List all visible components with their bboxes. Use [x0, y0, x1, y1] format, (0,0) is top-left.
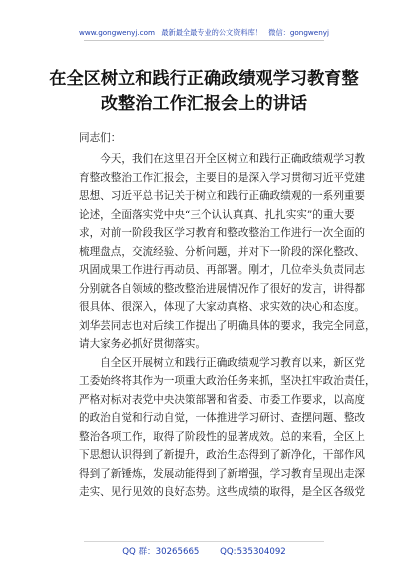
site-url[interactable]: www.gongwenyj.com: [78, 28, 156, 37]
body-line: 严格对标对表党中央决策部署和省委、市委工作要求，以高度: [79, 393, 366, 406]
body-line: 思想、习近平总书记关于树立和践行正确政绩观的一系列重要: [79, 190, 366, 202]
body-line: 分别就各自领域的整改整治进展情况作了很好的发言，讲得都: [79, 282, 366, 295]
body-line: 请大家务必抓好贯彻落实。: [79, 338, 207, 350]
body-line: 的政治自觉和行动自觉，一体推进学习研讨、查摆问题、整改: [79, 412, 366, 424]
body-line: 得到了新锤炼，发展动能得到了新增强，学习教育呈现出走深: [79, 467, 366, 480]
body-line: 自全区开展树立和践行正确政绩观学习教育以来，新区党: [79, 356, 366, 369]
header-divider: [84, 40, 324, 41]
body-line: 很具体、很深入，体现了大家动真格、求实效的决心和态度。: [79, 301, 366, 313]
wechat-id: 微信：gongwenyj: [268, 28, 330, 37]
body-line: 求，对前一阶段我区学习教育和整改整治工作进行一次全面的: [79, 227, 366, 239]
body-line: 刘华芸同志也对后续工作提出了明确具体的要求，我完全同意，: [79, 319, 376, 332]
body-line: 梳理盘点，交流经验、分析问题，并对下一阶段的深化整改、: [79, 245, 366, 258]
body-line: 今天，我们在这里召开全区树立和践行正确政绩观学习教: [79, 153, 366, 165]
page-header: [0, 28, 408, 38]
body-line: 整治各项工作，取得了阶段性的显著成效。总的来看，全区上: [79, 430, 366, 443]
body-line: 育整改整治工作汇报会，主要目的是深入学习贯彻习近平党建: [79, 171, 366, 184]
body-line: 走实、见行见效的良好态势。这些成绩的取得，是全区各级党: [79, 486, 366, 498]
qq-group: QQ 群：30265665: [122, 547, 200, 557]
title-line-2: 改整治工作汇报会上的讲话: [100, 94, 308, 114]
title-line-1: 在全区树立和践行正确政绩观学习教育整: [49, 69, 359, 89]
qq-number: QQ:535304092: [220, 547, 286, 557]
salutation: 同志们：: [79, 132, 122, 144]
document-title: [40, 67, 368, 117]
page-footer: [0, 545, 408, 557]
document-body: [79, 150, 376, 502]
site-slogan: 最新最全最专业的公文资料库！: [161, 28, 262, 37]
footer-divider: [84, 541, 324, 542]
body-line: 下思想认识得到了新提升，政治生态得到了新净化，干部作风: [79, 449, 366, 461]
body-line: 巩固成果工作进行再动员、再部署。刚才，几位牵头负责同志: [79, 264, 366, 276]
body-line: 工委始终将其作为一项重大政治任务来抓，坚决扛牢政治责任，: [79, 375, 376, 387]
body-line: 论述，全面落实党中央“三个认认真真、扎扎实实”的重大要: [79, 208, 355, 221]
